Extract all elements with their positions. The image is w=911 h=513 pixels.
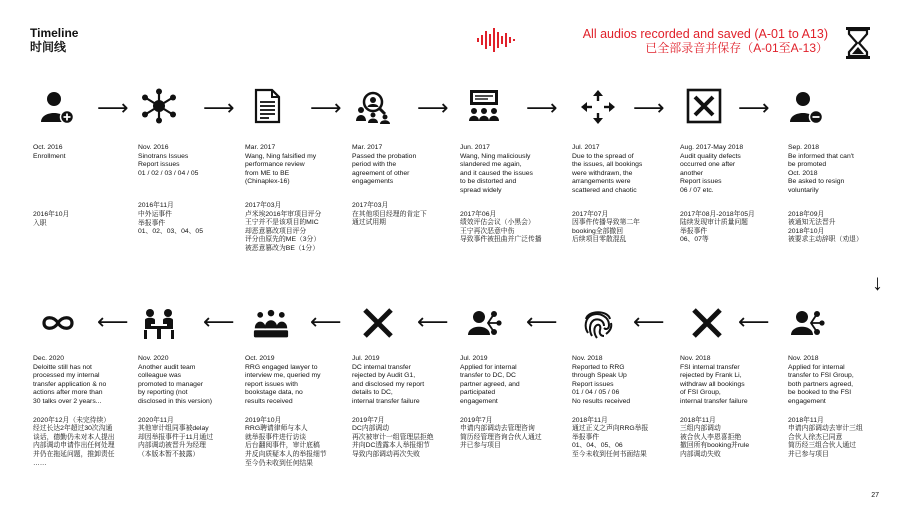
share-user-icon-2 — [789, 305, 825, 341]
share-user-icon — [466, 305, 502, 341]
timeline-entry — [245, 355, 349, 468]
arrow-left: ⟵ — [417, 309, 449, 334]
timeline-entry — [138, 144, 238, 237]
timeline-entry — [788, 355, 892, 460]
arrow-right: ⟶ — [310, 95, 342, 120]
timeline-entry — [33, 355, 135, 468]
entry-zh: 2017年06月 绩效评估会议（小黑会） 王宁再次恶意中伤 导致事件被扭曲并广泛传播 — [460, 210, 542, 244]
entry-en: Nov. 2016 Sinotrans Issues Report issues 01 / 02 / 03 / 04 / 05 — [138, 144, 199, 177]
page-title: Timeline — [30, 26, 79, 40]
entry-en: Dec. 2020 Deloitte still has not processed my internal transfer application & no actions after more than 30 talks over 2 years... — [33, 355, 107, 405]
user-remove-icon — [789, 90, 825, 126]
timeline-entry — [460, 355, 564, 451]
timeline-entry — [33, 144, 133, 228]
network-icon — [141, 88, 177, 124]
cross-icon — [689, 305, 725, 341]
arrow-right: ⟶ — [633, 95, 665, 120]
team-search-icon — [355, 88, 391, 124]
entry-en: Aug. 2017-May 2018 Audit quality defects occurred one after another Report issues 06 / 07 etc. — [680, 144, 744, 194]
entry-en: Nov. 2018 FSI internal transfer rejected by Frank Li, withdraw all bookings of FSI Group, internal transfer failure — [680, 355, 748, 405]
entry-zh: 2018年11月 三组内部调动 被合伙人李恩喜拒绝 撤回所有booking并rule 内部调动失败 — [680, 416, 750, 458]
arrow-right: ⟶ — [97, 95, 129, 120]
timeline-entry — [138, 355, 242, 460]
entry-zh: 2016年11月 中外运事件 举报事件 01、02、03、04、05 — [138, 202, 203, 236]
meeting-icon — [141, 305, 177, 341]
recording-notice — [528, 27, 828, 56]
entry-zh: 2020年12月（未完待续） 经过长达2年超过30次沟通 谈话，德勤仍未对本人提出 内部调动申请作出任何处理 并仍在拖延问题，推卸责任 …… — [33, 416, 115, 467]
entry-en: Oct. 2016 Enrollment — [33, 144, 66, 160]
entry-en: Nov. 2018 Applied for internal transfer to FSI Group, both partners agreed, be booked to the FSI engagement — [788, 355, 854, 405]
arrow-right: ⟶ — [738, 95, 770, 120]
recording-notice-zh: 已全部录音并保存（A-01至A-13） — [645, 41, 828, 55]
entry-zh: 2017年08月-2018年05月 陆续发现审计质量问题 举报事件 06、07等 — [680, 210, 755, 244]
entry-zh: 2020年11月 其他审计组同事被delay 却因举报事件于11月通过 内部调动被晋升为经理 （本版本暂不披露） — [138, 416, 214, 458]
timeline-entry — [572, 355, 676, 460]
timeline-entry — [680, 355, 784, 460]
entry-zh: 2019年7月 申请内部调动去管理咨询 简历经管理咨询合伙人通过 并已参与项目 — [460, 416, 542, 450]
arrow-left: ⟵ — [203, 309, 235, 334]
entry-en: Nov. 2018 Reported to RRG through Speak Up Report issues 01 / 04 / 05 / 06 No results received — [572, 355, 631, 405]
entry-en: Jul. 2019 Applied for internal transfer to DC, DC partner agreed, and participated engagement — [460, 355, 520, 405]
entry-zh: 2016年10月 入职 — [33, 211, 70, 227]
timeline-entry — [460, 144, 564, 245]
timeline-entry — [245, 144, 347, 254]
entry-en: Jul. 2019 DC internal transfer rejected by Audit G1, and disclosed my report details to DC, internal transfer failure — [352, 355, 425, 405]
timeline-entry — [572, 144, 676, 245]
arrow-left: ⟵ — [526, 309, 558, 334]
arrow-left: ⟵ — [310, 309, 342, 334]
page-title-zh: 时间线 — [30, 40, 67, 54]
infinity-icon — [40, 305, 76, 341]
entry-zh: 2017年03月 在其他项目经理的肯定下 通过试用期 — [352, 201, 427, 227]
entry-zh: 2019年7月 DC内部调动 再次被审计一组管理层拒绝 并向DC透露本人举报细节 导致内部调动再次失败 — [352, 416, 434, 458]
timeline-entry — [352, 355, 456, 460]
presentation-icon — [466, 88, 502, 124]
cross-box-icon — [686, 88, 722, 124]
sound-wave-icon — [476, 27, 518, 53]
entry-en: Oct. 2019 RRG engaged lawyer to interview me, queried my report issues with bookstage data, no results received — [245, 355, 321, 405]
entry-en: Jun. 2017 Wang, Ning maliciously slandered me again, and it caused the issues to be distorted and spread widely — [460, 144, 533, 194]
timeline-entry — [680, 144, 784, 245]
entry-zh: 2018年11月 通过正义之声向RRG举报 举报事件 01、04、05、06 至今未收到任何书面结果 — [572, 416, 649, 458]
entry-en: Mar. 2017 Passed the probation period with the agreement of other engagements — [352, 144, 417, 186]
entry-zh: 2018年11月 申请内部调动去审计三组 合伙人徐杰已同意 简历经三组合伙人通过 并已参与项目 — [788, 416, 863, 458]
fingerprint-icon — [580, 305, 616, 341]
entry-zh: 2018年09月 被通知无法晋升 2018年10月 被要求主动辞职（劝退） — [788, 210, 863, 244]
document-icon — [249, 88, 285, 124]
entry-zh: 2017年07月 因事件传播导致第二年 booking全部撤回 后续项目零散混乱 — [572, 210, 640, 244]
arrow-right: ⟶ — [526, 95, 558, 120]
arrow-down: ↓ — [872, 270, 883, 295]
entry-en: Jul. 2017 Due to the spread of the issues, all bookings were withdrawn, the arrangements were scattered and chaotic — [572, 144, 643, 194]
hourglass-icon — [844, 26, 872, 60]
timeline-entry — [788, 144, 892, 245]
recording-notice-en: All audios recorded and saved (A-01 to A13) — [582, 27, 828, 41]
arrow-right: ⟶ — [417, 95, 449, 120]
entry-en: Sep. 2018 Be informed that can't be promoted Oct. 2018 Be asked to resign voluntarily — [788, 144, 854, 194]
entry-en: Nov. 2020 Another audit team colleague was promoted to manager by reporting (not disclosed in this version) — [138, 355, 213, 405]
entry-en: Mar. 2017 Wang, Ning falsified my performance review from ME to BE (Chinaplex-16) — [245, 144, 317, 186]
timeline-entry — [352, 144, 454, 228]
entry-zh: 2019年10月 RRG聘请律师与本人 就举报事件进行访谈 后台翻阅事件，审计底稿 并反向质疑本人的举报细节 至今仍未收到任何结果 — [245, 416, 327, 467]
arrow-right: ⟶ — [203, 95, 235, 120]
user-add-icon — [40, 90, 76, 126]
arrow-left: ⟵ — [738, 309, 770, 334]
title-block — [30, 26, 78, 55]
arrow-left: ⟵ — [97, 309, 129, 334]
big-x-icon — [360, 305, 396, 341]
arrow-left: ⟵ — [633, 309, 665, 334]
page-number: 27 — [871, 492, 879, 499]
move-arrows-icon — [580, 89, 616, 125]
entry-zh: 2017年03月 卢米埃2016年审项目评分 王宁并不是该项目的MIC 却恶意篡改项目评分 评分由原先的ME（3分） 被恶意篡改为BE（1分） — [245, 201, 322, 252]
group-icon — [253, 305, 289, 341]
